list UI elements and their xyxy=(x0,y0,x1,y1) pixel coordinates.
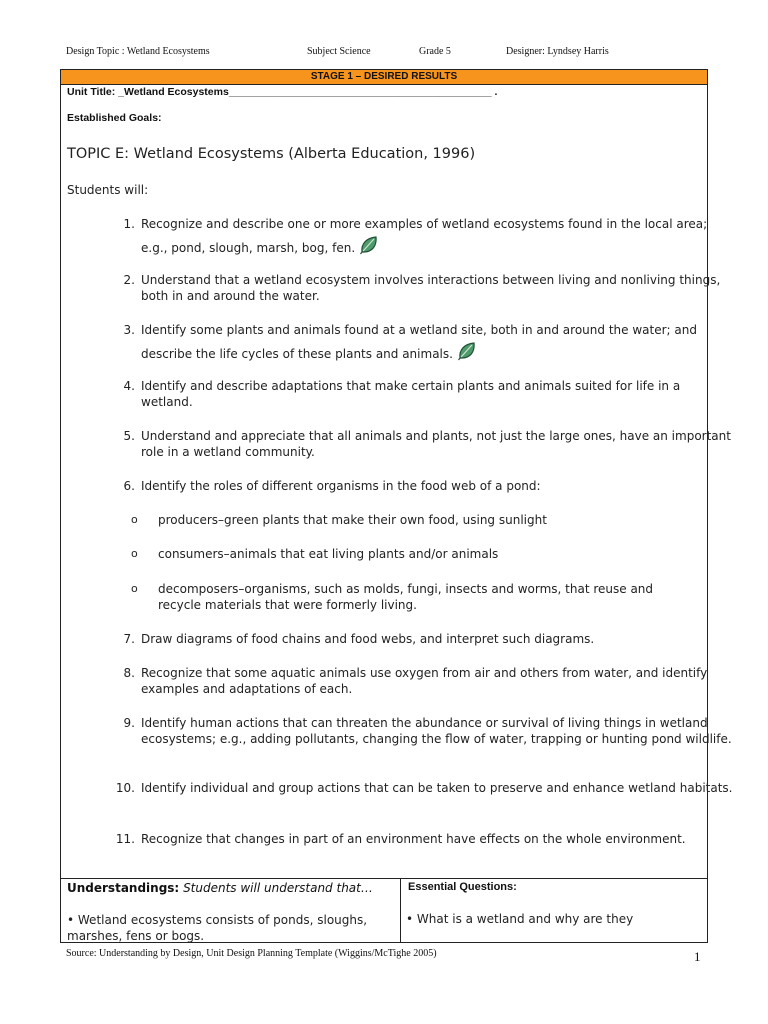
source-footer: Source: Understanding by Design, Unit Design Planning Template (Wiggins/McTighe 2005) xyxy=(66,948,437,959)
goal-text: Identify the roles of different organisms in the food web of a pond: xyxy=(141,479,541,493)
leaf-icon xyxy=(359,235,379,255)
goal-number: 5. xyxy=(123,429,135,443)
goal-number: 9. xyxy=(123,716,135,730)
goal-number: 3. xyxy=(123,323,135,337)
goal-number: 11. xyxy=(115,832,135,846)
goal-number: 10. xyxy=(115,781,135,795)
stage-title: STAGE 1 – DESIRED RESULTS xyxy=(61,70,707,85)
goal-text: Identify some plants and animals found at a wetland site, both in and around the water; and describe the life cycles of these plants and animals. xyxy=(141,323,697,361)
essential-questions-label: Essential Questions: xyxy=(408,881,517,893)
goal-text: Identify and describe adaptations that make certain plants and animals suited for life in a wetland. xyxy=(141,379,681,409)
goal-text: Recognize and describe one or more examples of wetland ecosystems found in the local area; e.g., pond, slough, marsh, bog, fen. xyxy=(141,217,708,255)
page-number: 1 xyxy=(694,949,701,964)
students-will-label: Students will: xyxy=(67,183,149,197)
essential-questions-text: • What is a wetland and why are they xyxy=(406,912,634,926)
goal-number: 2. xyxy=(123,273,135,287)
sub-text: producers–green plants that make their own food, using sunlight xyxy=(158,513,547,527)
goal-text: Understand that a wetland ecosystem involves interactions between living and nonliving things, both in and around the water. xyxy=(141,273,721,303)
understandings-prompt: Students will understand that… xyxy=(183,881,373,895)
sub-bullet: o xyxy=(131,547,138,560)
goal-text: Draw diagrams of food chains and food webs, and interpret such diagrams. xyxy=(141,632,595,646)
understandings-text: • Wetland ecosystems consists of ponds, sloughs, marshes, fens or bogs. xyxy=(67,913,368,943)
goal-text: Understand and appreciate that all animals and plants, not just the large ones, have an important role in a wetland community. xyxy=(141,429,731,459)
goal-text: Recognize that some aquatic animals use oxygen from air and others from water, and identify examples and adaptations of each. xyxy=(141,666,708,696)
topic-heading: TOPIC E: Wetland Ecosystems (Alberta Education, 1996) xyxy=(67,146,476,162)
sub-bullet: o xyxy=(131,582,138,595)
understandings-label: Understandings: xyxy=(67,881,180,895)
header-grade: Grade 5 xyxy=(419,46,451,57)
stage-frame xyxy=(60,69,733,943)
goals-label: Established Goals: xyxy=(67,112,162,124)
goal-number: 6. xyxy=(123,479,135,493)
unit-title: Unit Title: _Wetland Ecosystems_____________________________________________ . xyxy=(67,86,498,98)
understandings-heading xyxy=(67,881,373,895)
goal-text: Identify individual and group actions that can be taken to preserve and enhance wetland habitats. xyxy=(141,781,733,795)
sub-bullet: o xyxy=(131,513,138,526)
header-subject: Subject Science xyxy=(307,46,371,57)
column-divider xyxy=(400,879,401,943)
goal-text: Identify human actions that can threaten the abundance or survival of living things in wetland ecosystems; e.g., adding pollutants, changing the flow of water, trapping or hunting pond wildlife. xyxy=(141,716,732,746)
sub-text: consumers–animals that eat living plants and/or animals xyxy=(158,547,499,561)
header-designer: Designer: Lyndsey Harris xyxy=(506,46,609,57)
goal-number: 8. xyxy=(123,666,135,680)
sub-text: decomposers–organisms, such as molds, fungi, insects and worms, that reuse and recycle materials that were formerly living. xyxy=(158,582,654,612)
goal-number: 1. xyxy=(123,217,135,231)
leaf-icon xyxy=(457,341,477,361)
header-design-topic: Design Topic : Wetland Ecosystems xyxy=(66,46,210,57)
goal-number: 4. xyxy=(123,379,135,393)
goal-number: 7. xyxy=(123,632,135,646)
goal-text: Recognize that changes in part of an environment have effects on the whole environment. xyxy=(141,832,686,846)
understandings-table xyxy=(61,878,707,943)
